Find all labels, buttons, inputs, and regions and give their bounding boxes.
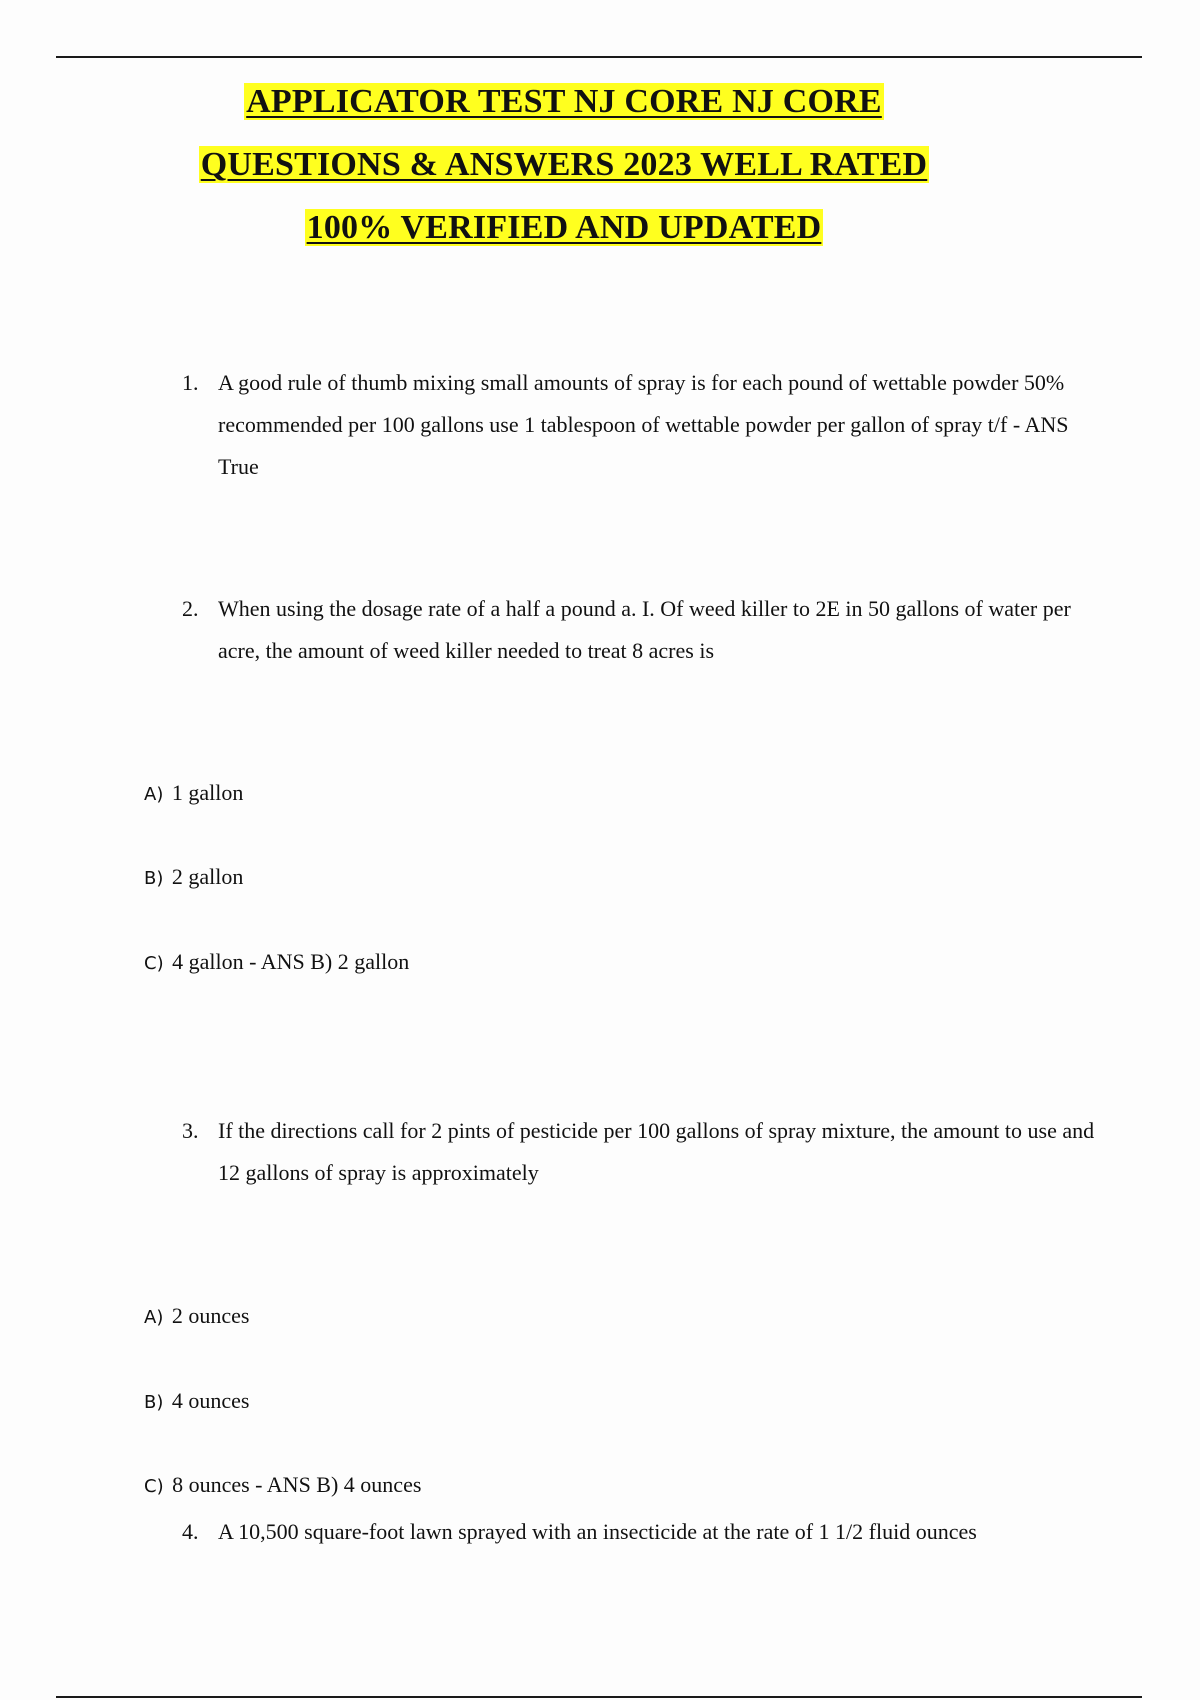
title-line-3 bbox=[0, 208, 1128, 248]
question-text: When using the dosage rate of a half a pound a. I. Of weed killer to 2E in 50 gallons of water per acre, the amount of weed killer needed to treat 8 acres is bbox=[218, 596, 1071, 663]
title-text-3: 100% VERIFIED AND UPDATED bbox=[306, 209, 822, 246]
option-3c bbox=[144, 1470, 421, 1502]
option-letter: A) bbox=[144, 784, 164, 805]
question-text: A good rule of thumb mixing small amounts of spray is for each pound of wettable powder 50% recommended per 100 gallons use 1 tablespoon of wettable powder per gallon of spray t/f - ANS True bbox=[218, 370, 1069, 479]
bottom-rule bbox=[56, 1696, 1142, 1698]
title-text-1: APPLICATOR TEST NJ CORE NJ CORE bbox=[246, 83, 882, 120]
question-number: 1. bbox=[182, 370, 199, 395]
question-number: 4. bbox=[182, 1519, 199, 1544]
question-text: A 10,500 square-foot lawn sprayed with an insecticide at the rate of 1 1/2 fluid ounces bbox=[218, 1519, 977, 1544]
option-3b bbox=[144, 1386, 249, 1418]
question-number: 3. bbox=[182, 1118, 199, 1143]
option-letter: C) bbox=[144, 1476, 164, 1497]
option-2a bbox=[144, 778, 243, 810]
title-line-1 bbox=[0, 82, 1128, 122]
option-text: 2 gallon bbox=[171, 864, 244, 889]
option-text: 1 gallon bbox=[171, 780, 244, 805]
option-text: 8 ounces - ANS B) 4 ounces bbox=[172, 1472, 422, 1497]
option-letter: A) bbox=[144, 1307, 164, 1328]
option-letter: B) bbox=[144, 868, 164, 889]
title-text-2: QUESTIONS & ANSWERS 2023 WELL RATED bbox=[200, 146, 928, 183]
option-3a bbox=[144, 1301, 249, 1333]
option-2b bbox=[144, 862, 243, 894]
option-text: 2 ounces bbox=[171, 1303, 250, 1328]
question-number: 2. bbox=[182, 596, 199, 621]
option-text: 4 ounces bbox=[171, 1388, 250, 1413]
question-text: If the directions call for 2 pints of pesticide per 100 gallons of spray mixture, the amount to use and 12 gallons of spray is approximately bbox=[218, 1118, 1095, 1185]
title-line-2 bbox=[0, 145, 1128, 185]
option-2c bbox=[144, 947, 409, 979]
top-rule bbox=[56, 56, 1142, 58]
option-letter: C) bbox=[144, 953, 164, 974]
option-text: 4 gallon - ANS B) 2 gallon bbox=[172, 949, 410, 974]
option-letter: B) bbox=[144, 1392, 164, 1413]
